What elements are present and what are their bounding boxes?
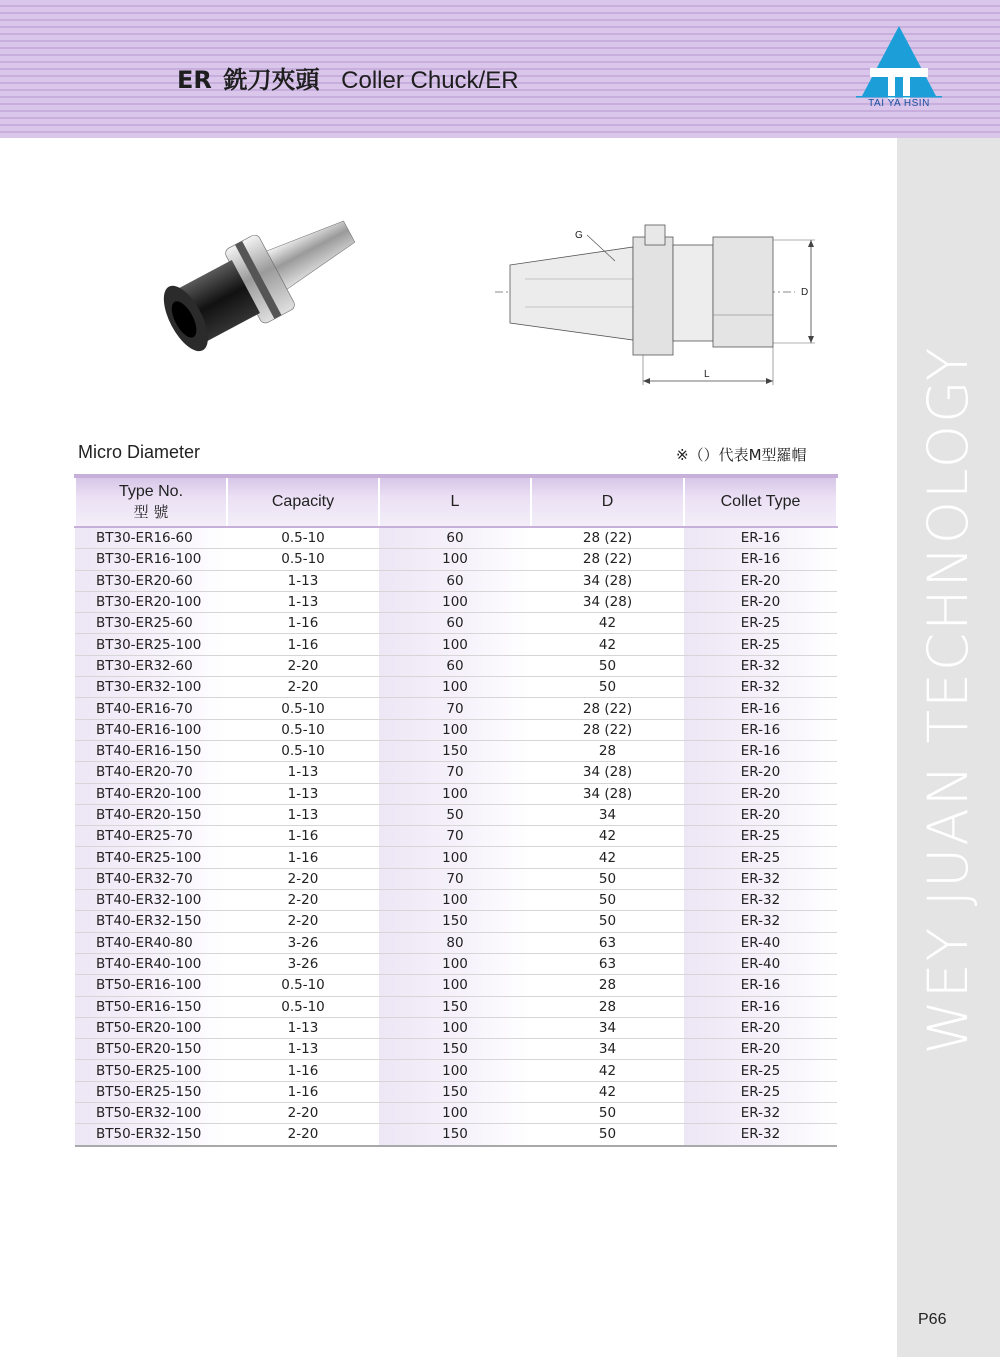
cell-l: 70 (379, 826, 531, 847)
cell-d: 28 (22) (531, 719, 684, 740)
cell-collet-type: ER-32 (684, 655, 837, 676)
table-row (75, 911, 837, 932)
cell-type-no: BT40-ER32-100 (75, 890, 227, 911)
cell-collet-type: ER-16 (684, 996, 837, 1017)
cell-capacity: 3-26 (227, 932, 379, 953)
cell-type-no: BT50-ER16-150 (75, 996, 227, 1017)
cell-l: 70 (379, 698, 531, 719)
cell-l: 60 (379, 613, 531, 634)
cell-collet-type: ER-32 (684, 1124, 837, 1146)
cell-capacity: 0.5-10 (227, 549, 379, 570)
table-row (75, 549, 837, 570)
cell-type-no: BT40-ER16-150 (75, 740, 227, 761)
cell-l: 150 (379, 740, 531, 761)
cell-collet-type: ER-20 (684, 804, 837, 825)
section-note: ※（）代表M型羅帽 (676, 446, 807, 464)
cell-d: 34 (28) (531, 783, 684, 804)
header-collet-type: Collet Type (684, 476, 837, 527)
cell-d: 50 (531, 1124, 684, 1146)
table-row (75, 804, 837, 825)
cell-collet-type: ER-25 (684, 613, 837, 634)
table-row (75, 868, 837, 889)
cell-collet-type: ER-25 (684, 634, 837, 655)
cell-d: 63 (531, 932, 684, 953)
cell-d: 34 (531, 1039, 684, 1060)
table-row (75, 1017, 837, 1038)
cell-collet-type: ER-40 (684, 932, 837, 953)
cell-type-no: BT40-ER25-70 (75, 826, 227, 847)
cell-type-no: BT50-ER20-150 (75, 1039, 227, 1060)
cell-capacity: 0.5-10 (227, 740, 379, 761)
cell-capacity: 0.5-10 (227, 698, 379, 719)
cell-capacity: 1-13 (227, 1039, 379, 1060)
cell-collet-type: ER-32 (684, 890, 837, 911)
cell-collet-type: ER-32 (684, 911, 837, 932)
cell-d: 50 (531, 911, 684, 932)
cell-l: 100 (379, 549, 531, 570)
cell-l: 60 (379, 527, 531, 549)
cell-collet-type: ER-20 (684, 1039, 837, 1060)
label-l: L (704, 369, 710, 380)
cell-type-no: BT50-ER32-100 (75, 1103, 227, 1124)
title-chinese: 銑刀夾頭 (223, 66, 320, 94)
header-capacity: Capacity (227, 476, 379, 527)
table-row (75, 613, 837, 634)
cell-collet-type: ER-32 (684, 868, 837, 889)
cell-d: 28 (22) (531, 527, 684, 549)
cell-l: 150 (379, 1039, 531, 1060)
cell-collet-type: ER-40 (684, 953, 837, 974)
cell-d: 42 (531, 826, 684, 847)
cell-capacity: 2-20 (227, 677, 379, 698)
table-row (75, 932, 837, 953)
title-english: Coller Chuck/ER (341, 67, 519, 94)
cell-capacity: 2-20 (227, 868, 379, 889)
cell-type-no: BT50-ER25-100 (75, 1060, 227, 1081)
table-row (75, 762, 837, 783)
label-g: G (575, 230, 583, 241)
cell-l: 100 (379, 953, 531, 974)
table-row (75, 847, 837, 868)
cell-l: 100 (379, 1103, 531, 1124)
cell-collet-type: ER-32 (684, 677, 837, 698)
cell-d: 34 (531, 1017, 684, 1038)
cell-capacity: 3-26 (227, 953, 379, 974)
cell-l: 60 (379, 570, 531, 591)
page-number: P66 (918, 1311, 947, 1328)
cell-capacity: 2-20 (227, 1124, 379, 1146)
cell-type-no: BT30-ER20-100 (75, 591, 227, 612)
cell-d: 28 (531, 975, 684, 996)
cell-collet-type: ER-16 (684, 740, 837, 761)
cell-type-no: BT30-ER25-60 (75, 613, 227, 634)
cell-d: 28 (531, 996, 684, 1017)
cell-l: 100 (379, 783, 531, 804)
technical-drawing (495, 215, 835, 395)
cell-capacity: 1-13 (227, 783, 379, 804)
cell-capacity: 0.5-10 (227, 975, 379, 996)
cell-d: 50 (531, 868, 684, 889)
table-row (75, 527, 837, 549)
cell-d: 34 (28) (531, 570, 684, 591)
cell-d: 50 (531, 677, 684, 698)
cell-capacity: 1-16 (227, 826, 379, 847)
table-row (75, 890, 837, 911)
cell-d: 63 (531, 953, 684, 974)
cell-l: 50 (379, 804, 531, 825)
cell-type-no: BT50-ER32-150 (75, 1124, 227, 1146)
cell-collet-type: ER-25 (684, 1081, 837, 1102)
cell-type-no: BT30-ER25-100 (75, 634, 227, 655)
cell-type-no: BT40-ER40-100 (75, 953, 227, 974)
table-header-row (75, 476, 837, 527)
cell-type-no: BT40-ER32-70 (75, 868, 227, 889)
cell-d: 34 (28) (531, 762, 684, 783)
table-row (75, 719, 837, 740)
cell-collet-type: ER-20 (684, 570, 837, 591)
cell-type-no: BT40-ER32-150 (75, 911, 227, 932)
brand-vertical-text: WEY JUAN TECHNOLOGY (916, 345, 980, 1055)
cell-type-no: BT30-ER32-60 (75, 655, 227, 676)
label-d: D (801, 287, 809, 298)
cell-d: 42 (531, 847, 684, 868)
cell-l: 100 (379, 890, 531, 911)
table-row (75, 1039, 837, 1060)
header-l: L (379, 476, 531, 527)
cell-capacity: 1-13 (227, 570, 379, 591)
cell-l: 80 (379, 932, 531, 953)
cell-type-no: BT30-ER16-60 (75, 527, 227, 549)
cell-d: 50 (531, 890, 684, 911)
cell-capacity: 2-20 (227, 890, 379, 911)
header-type-no-cn: 型 號 (133, 503, 169, 521)
table-row (75, 953, 837, 974)
cell-d: 42 (531, 634, 684, 655)
cell-d: 50 (531, 655, 684, 676)
cell-collet-type: ER-25 (684, 1060, 837, 1081)
cell-l: 100 (379, 719, 531, 740)
cell-capacity: 1-13 (227, 762, 379, 783)
cell-l: 60 (379, 655, 531, 676)
page-title (177, 60, 519, 95)
cell-l: 100 (379, 634, 531, 655)
cell-l: 70 (379, 762, 531, 783)
cell-capacity: 1-16 (227, 613, 379, 634)
cell-capacity: 2-20 (227, 911, 379, 932)
header-type-no-en: Type No. (118, 483, 184, 500)
cell-collet-type: ER-16 (684, 719, 837, 740)
cell-collet-type: ER-20 (684, 1017, 837, 1038)
cell-d: 28 (22) (531, 549, 684, 570)
cell-capacity: 0.5-10 (227, 719, 379, 740)
spec-table (74, 474, 838, 1147)
cell-l: 100 (379, 847, 531, 868)
cell-collet-type: ER-16 (684, 975, 837, 996)
cell-collet-type: ER-20 (684, 762, 837, 783)
logo-text: TAI YA HSIN (868, 98, 930, 109)
cell-type-no: BT40-ER16-70 (75, 698, 227, 719)
cell-l: 150 (379, 1124, 531, 1146)
cell-l: 100 (379, 677, 531, 698)
cell-capacity: 1-13 (227, 591, 379, 612)
cell-capacity: 1-13 (227, 1017, 379, 1038)
header-d: D (531, 476, 684, 527)
cell-d: 42 (531, 1060, 684, 1081)
table-row (75, 1103, 837, 1124)
cell-type-no: BT50-ER20-100 (75, 1017, 227, 1038)
table-row (75, 975, 837, 996)
cell-capacity: 1-16 (227, 634, 379, 655)
section-title: Micro Diameter (78, 442, 201, 462)
cell-l: 100 (379, 975, 531, 996)
cell-capacity: 0.5-10 (227, 527, 379, 549)
table-row (75, 591, 837, 612)
cell-capacity: 1-13 (227, 804, 379, 825)
table-row (75, 740, 837, 761)
table-row (75, 677, 837, 698)
cell-l: 150 (379, 996, 531, 1017)
cell-collet-type: ER-25 (684, 847, 837, 868)
cell-capacity: 1-16 (227, 1060, 379, 1081)
table-row (75, 655, 837, 676)
cell-d: 28 (22) (531, 698, 684, 719)
cell-l: 100 (379, 591, 531, 612)
cell-capacity: 1-16 (227, 1081, 379, 1102)
table-row (75, 1060, 837, 1081)
cell-d: 34 (28) (531, 591, 684, 612)
cell-type-no: BT30-ER16-100 (75, 549, 227, 570)
cell-l: 150 (379, 1081, 531, 1102)
cell-type-no: BT50-ER25-150 (75, 1081, 227, 1102)
cell-type-no: BT40-ER16-100 (75, 719, 227, 740)
cell-collet-type: ER-16 (684, 698, 837, 719)
table-row (75, 1081, 837, 1102)
product-photo (80, 195, 380, 395)
cell-capacity: 2-20 (227, 655, 379, 676)
cell-collet-type: ER-20 (684, 591, 837, 612)
cell-collet-type: ER-20 (684, 783, 837, 804)
cell-type-no: BT40-ER20-100 (75, 783, 227, 804)
table-row (75, 698, 837, 719)
table-row (75, 783, 837, 804)
cell-d: 42 (531, 1081, 684, 1102)
cell-d: 28 (531, 740, 684, 761)
cell-type-no: BT50-ER16-100 (75, 975, 227, 996)
cell-type-no: BT40-ER20-150 (75, 804, 227, 825)
table-row (75, 996, 837, 1017)
cell-type-no: BT30-ER32-100 (75, 677, 227, 698)
cell-l: 150 (379, 911, 531, 932)
cell-d: 42 (531, 613, 684, 634)
cell-type-no: BT30-ER20-60 (75, 570, 227, 591)
cell-type-no: BT40-ER20-70 (75, 762, 227, 783)
title-er: ER (177, 66, 212, 94)
cell-collet-type: ER-16 (684, 549, 837, 570)
cell-l: 70 (379, 868, 531, 889)
cell-d: 34 (531, 804, 684, 825)
header-type-no (75, 476, 227, 527)
table-row (75, 826, 837, 847)
table-row (75, 570, 837, 591)
cell-l: 100 (379, 1060, 531, 1081)
table-row (75, 634, 837, 655)
cell-collet-type: ER-32 (684, 1103, 837, 1124)
cell-collet-type: ER-25 (684, 826, 837, 847)
cell-type-no: BT40-ER40-80 (75, 932, 227, 953)
cell-d: 50 (531, 1103, 684, 1124)
table-body (75, 527, 837, 1146)
cell-l: 100 (379, 1017, 531, 1038)
cell-type-no: BT40-ER25-100 (75, 847, 227, 868)
cell-collet-type: ER-16 (684, 527, 837, 549)
cell-capacity: 0.5-10 (227, 996, 379, 1017)
table-row (75, 1124, 837, 1146)
cell-capacity: 2-20 (227, 1103, 379, 1124)
cell-capacity: 1-16 (227, 847, 379, 868)
